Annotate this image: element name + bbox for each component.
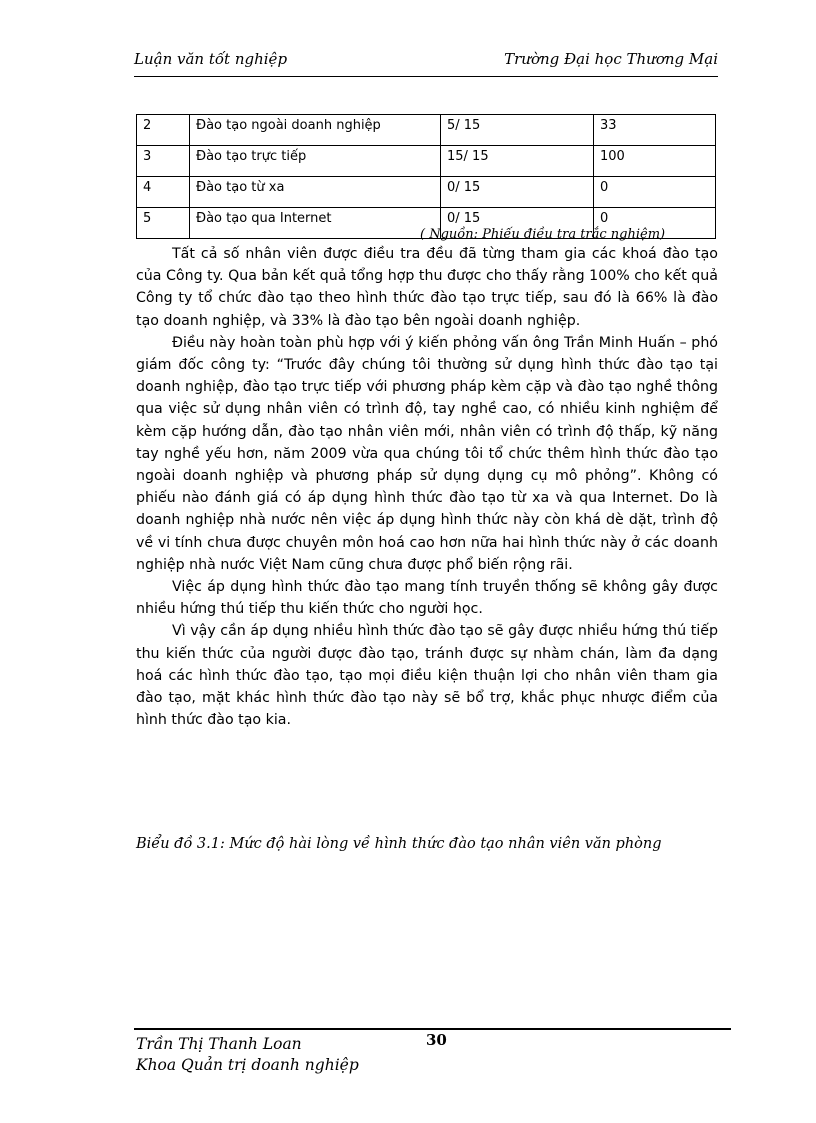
- page-number: 30: [426, 1031, 447, 1049]
- header-university: Trường Đại học Thương Mại: [504, 50, 718, 68]
- row-number: 3: [137, 146, 190, 177]
- row-number: 5: [137, 208, 190, 239]
- chart-caption: Biểu đồ 3.1: Mức độ hài lòng về hình thức đào tạo nhân viên văn phòng: [136, 836, 662, 852]
- footer-author: Trần Thị Thanh Loan: [136, 1035, 302, 1053]
- table-source-note: ( Nguồn: Phiếu điều tra trắc nghiệm): [420, 227, 666, 242]
- footer-department: Khoa Quản trị doanh nghiệp: [136, 1056, 359, 1074]
- body-text: [136, 243, 718, 731]
- training-form: Đào tạo từ xa: [190, 177, 441, 208]
- response-percent: 100: [594, 146, 716, 177]
- paragraph: Việc áp dụng hình thức đào tạo mang tính truyền thống sẽ không gây được nhiều hứng thú tiếp thu kiến thức cho người học.: [136, 579, 718, 618]
- response-percent: 33: [594, 115, 716, 146]
- paragraph: Điều này hoàn toàn phù hợp với ý kiến phỏng vấn ông Trần Minh Huấn – phó giám đốc công ty: “Trước đây chúng tôi thường sử dụng hình thức đào tạo tại doanh nghiệp, đào tạo trực tiếp với phương pháp kèm cặp và đào tạo nghề thông qua việc sử dụng nhân viên có trình độ, tay nghề cao, có nhiều kinh nghiệm để kèm cặp hướng dẫn, đào tạo nhân viên mới, nhân viên có trình độ thấp, kỹ năng tay nghề yếu hơn, năm 2009 vừa qua chúng tôi tổ chức thêm hình thức đào tạo ngoài doanh nghiệp và phương pháp sử dụng dụng cụ mô phỏng”. Không có phiếu nào đánh giá có áp dụng hình thức đào tạo từ xa và qua Internet. Do là doanh nghiệp nhà nước nên việc áp dụng hình thức này còn khá dè dặt, trình độ về vi tính chưa được chuyên môn hoá cao hơn nữa hai hình thức này ở các doanh nghiệp nhà nước Việt Nam cũng chưa được phổ biến rộng rãi.: [136, 334, 718, 573]
- response-ratio: 5/ 15: [441, 115, 594, 146]
- response-percent: 0: [594, 177, 716, 208]
- paragraph: Tất cả số nhân viên được điều tra đều đã từng tham gia các khoá đào tạo của Công ty. Qua bản kết quả tổng hợp thu được cho thấy rằng 100% cho kết quả Công ty tổ chức đào tạo theo hình thức đào tạo trực tiếp, sau đó là 66% là đào tạo doanh nghiệp, và 33% là đào tạo bên ngoài doanh nghiệp.: [136, 246, 718, 329]
- training-form-table: [136, 114, 716, 239]
- training-form: Đào tạo qua Internet: [190, 208, 441, 239]
- training-form: Đào tạo trực tiếp: [190, 146, 441, 177]
- footer-author-block: [136, 1034, 359, 1076]
- response-ratio: 0/ 15: [441, 177, 594, 208]
- page-header: [134, 50, 718, 77]
- response-percent: 0: [594, 208, 716, 239]
- footer-divider: [134, 1028, 731, 1030]
- response-ratio: 0/ 15: [441, 208, 594, 239]
- table-row: [137, 115, 716, 146]
- paragraph: Vì vậy cần áp dụng nhiều hình thức đào tạo sẽ gây được nhiều hứng thú tiếp thu kiến thức của người được đào tạo, tránh được sự nhàm chán, làm đa dạng hoá các hình thức đào tạo, tạo mọi điều kiện thuận lợi cho nhân viên tham gia đào tạo, mặt khác hình thức đào tạo này sẽ bổ trợ, khắc phục nhược điểm của hình thức đào tạo kia.: [136, 623, 718, 729]
- response-ratio: 15/ 15: [441, 146, 594, 177]
- training-form: Đào tạo ngoài doanh nghiệp: [190, 115, 441, 146]
- table-row: [137, 146, 716, 177]
- table-row: [137, 177, 716, 208]
- row-number: 4: [137, 177, 190, 208]
- row-number: 2: [137, 115, 190, 146]
- header-thesis-label: Luận văn tốt nghiệp: [134, 50, 288, 68]
